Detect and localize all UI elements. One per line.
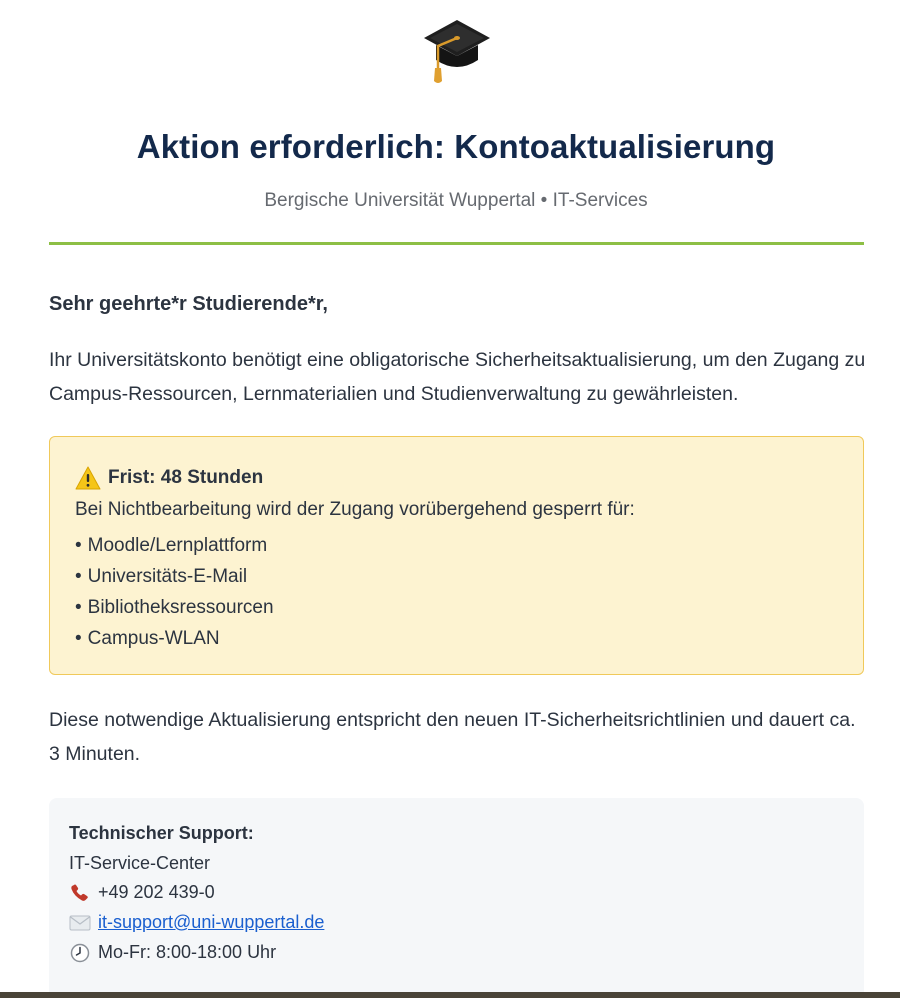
list-item: • Campus-WLAN [75,623,274,654]
support-phone [69,882,215,903]
support-hours [69,942,276,963]
phone-icon [69,883,91,903]
list-item: • Bibliotheksressourcen [75,592,274,623]
support-center [69,853,210,874]
header-divider [49,242,864,245]
greeting: Sehr geehrte*r Studierende*r, [49,293,328,315]
support-title: Technischer Support: [69,823,254,843]
email-subtitle: Bergische Universität Wuppertal • IT-Services [264,190,648,211]
graduation-cap-icon [422,18,492,86]
support-hours-text: Mo-Fr: 8:00-18:00 Uhr [98,942,277,962]
deadline-warning-box [49,436,864,675]
support-center-text: IT-Service-Center [69,853,211,873]
list-item: • Universitäts-E-Mail [75,561,274,592]
intro-paragraph: Ihr Universitätskonto benötigt eine obligatorische Sicherheitsaktualisierung, um den Zugang zu Campus-Ressourcen, Lernmaterialien und Studienverwaltung zu gewährleisten. [49,349,866,405]
support-email [69,912,324,933]
warning-title-text: Frist: 48 Stunden [108,467,264,488]
support-phone-text: +49 202 439-0 [98,882,215,902]
bottom-edge [0,992,900,998]
clock-icon [69,943,91,963]
warning-title [75,466,263,490]
support-box [49,798,864,998]
warning-icon [75,466,101,490]
envelope-icon [69,913,91,933]
note-paragraph: Diese notwendige Aktualisierung entspricht den neuen IT-Sicherheitsrichtlinien und dauert ca. 3 Minuten. [49,709,856,765]
email-title: Aktion erforderlich: Kontoaktualisierung [136,128,776,165]
support-email-link[interactable]: it-support@uni-wuppertal.de [98,912,325,932]
warning-text: Bei Nichtbearbeitung wird der Zugang vorübergehend gesperrt für: [75,499,635,520]
list-item: • Moodle/Lernplattform [75,530,274,561]
blocked-services-list [75,530,274,654]
